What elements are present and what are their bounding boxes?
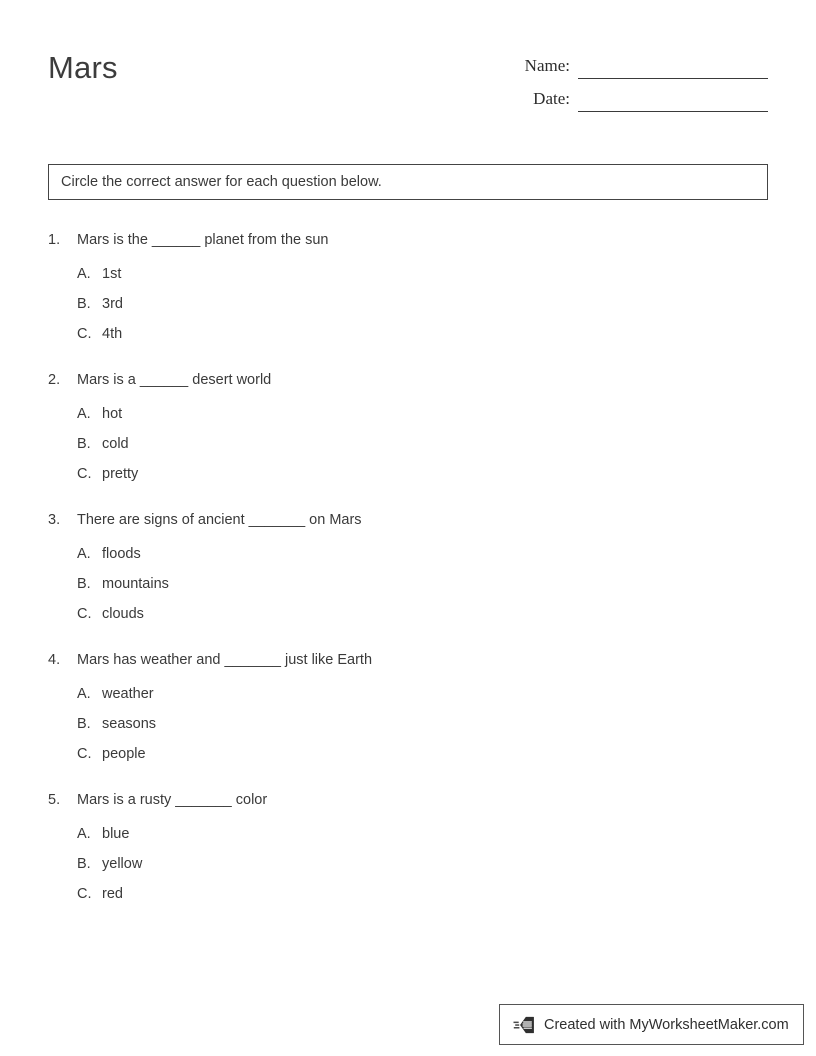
student-info-fields xyxy=(430,46,768,112)
answer-options xyxy=(0,539,816,629)
answer-options xyxy=(0,819,816,909)
answer-options xyxy=(0,399,816,489)
option-letter: C. xyxy=(77,466,92,482)
answer-option[interactable] xyxy=(0,599,816,629)
option-text: hot xyxy=(102,406,123,422)
questions-list xyxy=(0,228,816,928)
option-letter: A. xyxy=(77,266,91,282)
question-prompt xyxy=(0,368,816,392)
answer-option[interactable] xyxy=(0,399,816,429)
date-field-label: Date: xyxy=(533,89,570,108)
answer-option[interactable] xyxy=(0,879,816,909)
option-text: clouds xyxy=(102,606,144,622)
worksheet-maker-badge-text: Created with MyWorksheetMaker.com xyxy=(544,1016,789,1033)
answer-option[interactable] xyxy=(0,289,816,319)
question-item xyxy=(0,368,816,489)
question-item xyxy=(0,508,816,629)
option-letter: B. xyxy=(77,716,91,732)
question-number: 4. xyxy=(48,652,61,668)
answer-option[interactable] xyxy=(0,679,816,709)
option-letter: A. xyxy=(77,546,91,562)
answer-option[interactable] xyxy=(0,429,816,459)
option-letter: B. xyxy=(77,576,91,592)
answer-option[interactable] xyxy=(0,849,816,879)
answer-option[interactable] xyxy=(0,319,816,349)
question-item xyxy=(0,788,816,909)
question-number: 5. xyxy=(48,792,61,808)
date-field-input-line[interactable] xyxy=(578,89,768,112)
option-text: weather xyxy=(102,686,154,702)
question-number: 1. xyxy=(48,232,61,248)
answer-option[interactable] xyxy=(0,569,816,599)
question-text: Mars has weather and _______ just like Earth xyxy=(77,652,373,668)
worksheet-header xyxy=(0,0,816,140)
option-text: 1st xyxy=(102,266,122,282)
option-text: pretty xyxy=(102,466,139,482)
option-text: mountains xyxy=(102,576,169,592)
question-prompt xyxy=(0,508,816,532)
option-text: floods xyxy=(102,546,141,562)
option-text: red xyxy=(102,886,123,902)
answer-option[interactable] xyxy=(0,539,816,569)
name-field-row xyxy=(430,46,768,79)
option-letter: C. xyxy=(77,746,92,762)
question-number: 2. xyxy=(48,372,61,388)
date-field-row xyxy=(430,79,768,112)
option-letter: B. xyxy=(77,436,91,452)
name-field-label: Name: xyxy=(524,56,570,75)
option-letter: A. xyxy=(77,826,91,842)
answer-option[interactable] xyxy=(0,739,816,769)
question-prompt xyxy=(0,788,816,812)
answer-option[interactable] xyxy=(0,259,816,289)
option-text: seasons xyxy=(102,716,157,732)
instructions-text: Circle the correct answer for each question below. xyxy=(61,174,382,190)
question-item xyxy=(0,228,816,349)
option-letter: A. xyxy=(77,406,91,422)
option-letter: C. xyxy=(77,886,92,902)
option-text: cold xyxy=(102,436,129,452)
worksheet-maker-logo-icon xyxy=(513,1013,537,1037)
name-field-input-line[interactable] xyxy=(578,56,768,79)
option-text: 3rd xyxy=(102,296,123,312)
answer-option[interactable] xyxy=(0,819,816,849)
question-prompt xyxy=(0,228,816,252)
answer-option[interactable] xyxy=(0,459,816,489)
question-text: Mars is a ______ desert world xyxy=(77,372,272,388)
option-letter: B. xyxy=(77,296,91,312)
option-text: people xyxy=(102,746,146,762)
option-text: 4th xyxy=(102,326,123,342)
question-text: Mars is a rusty _______ color xyxy=(77,792,268,808)
question-prompt xyxy=(0,648,816,672)
answer-option[interactable] xyxy=(0,709,816,739)
instructions-banner xyxy=(48,164,768,200)
question-item xyxy=(0,648,816,769)
question-text: Mars is the ______ planet from the sun xyxy=(77,232,329,248)
option-letter: A. xyxy=(77,686,91,702)
worksheet-maker-badge[interactable] xyxy=(499,1004,804,1045)
option-letter: C. xyxy=(77,606,92,622)
question-text: There are signs of ancient _______ on Mars xyxy=(77,512,362,528)
option-letter: C. xyxy=(77,326,92,342)
option-text: blue xyxy=(102,826,130,842)
question-number: 3. xyxy=(48,512,61,528)
answer-options xyxy=(0,259,816,349)
answer-options xyxy=(0,679,816,769)
option-text: yellow xyxy=(102,856,143,872)
option-letter: B. xyxy=(77,856,91,872)
page-title: Mars xyxy=(48,50,118,85)
